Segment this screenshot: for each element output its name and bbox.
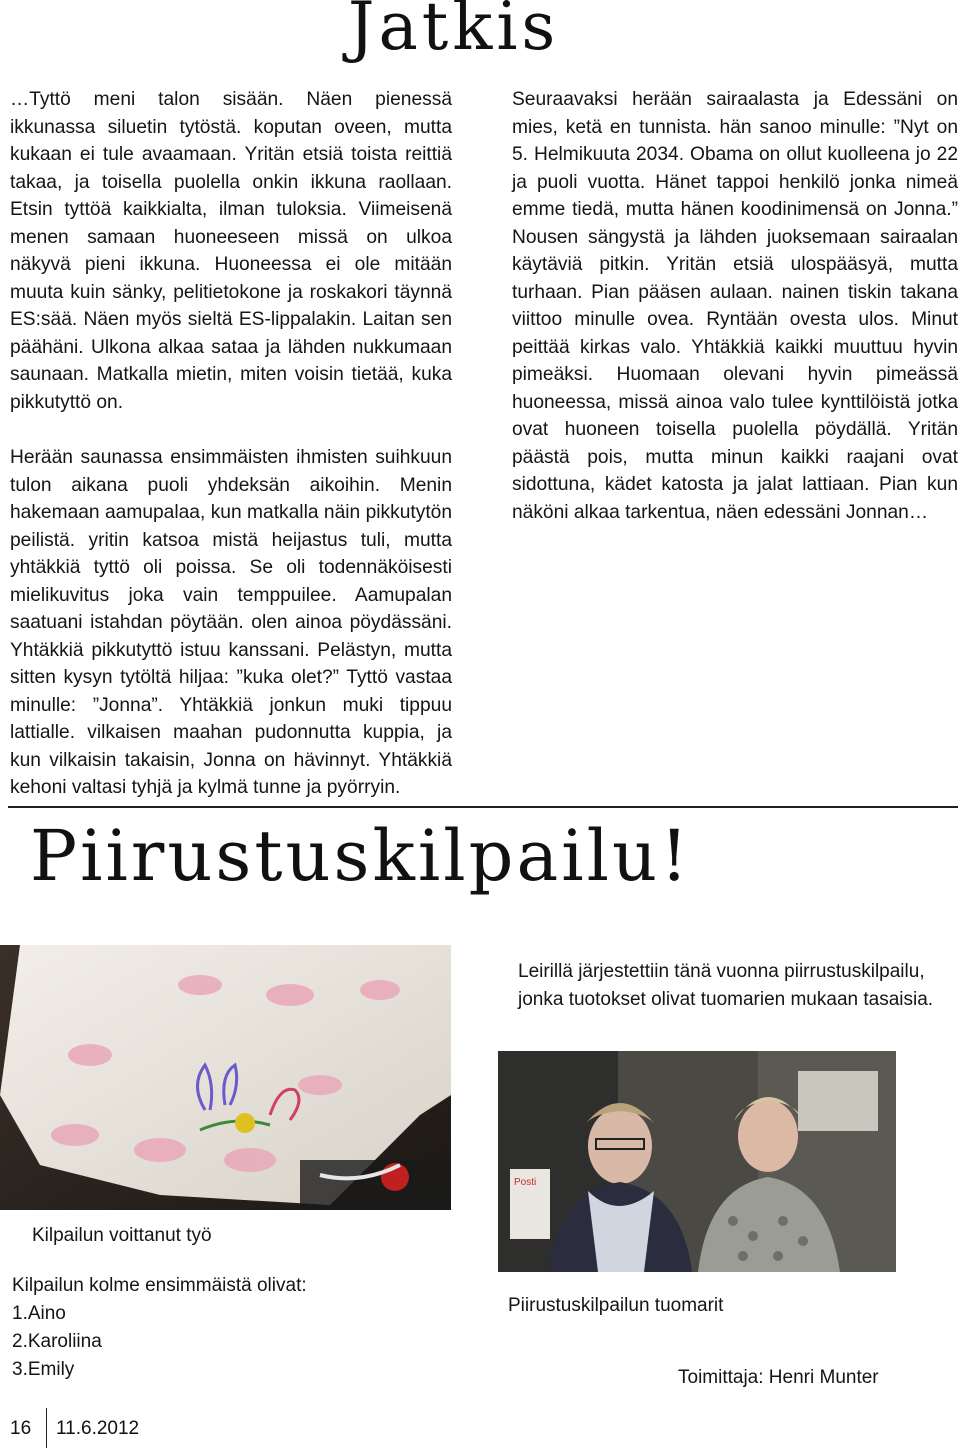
issue-date: 11.6.2012 — [56, 1418, 140, 1439]
judges-photo — [498, 1051, 896, 1272]
winner-item: 2.Karoliina — [12, 1331, 102, 1352]
story-paragraph: Herään saunassa ensimmäisten ihmisten suihkuun tulon aikana puoli yhdeksän aikoihin. Menin hakemaan aamupalaa, kun matkalla näin pikkutytön peilistä. yritin katsoa mistä heijastus tuli, mutta yhtäkkiä tyttö oli poissa. Se oli todennäköisesti mielikuvitus joka vain temppuilee. Aamupalan saatuani istahdan pöytään. olen ainoa pöydässäni. Yhtäkkiä pikkutyttö istuu kanssani. Pelästyn, mutta sitten kysyn tytöltä hiljaa: ”kuka olet?” Tyttö vastaa minulle: ”Jonna”. Yhtäkkiä jonkun muki tippuu lattialle. vilkaisen maahan pudonnutta kuppia, ja kun vilkaisin takaisin, Jonna on hävinnyt. Yhtäkkiä kehoni valtasi tyhjä ja kylmä tunne ja pyörryin. — [10, 447, 452, 798]
story-paragraph: Seuraavaksi herään sairaalasta ja Edessäni on mies, ketä en tunnista. hän sanoo minulle: ”Nyt on 5. Helmikuuta 2034. Obama on ollut kuolleena jo 22 ja puoli vuotta. Hänet tappoi henkilö jonka nimeä emme tiedä, mutta hänen koodinimensä on Jonna.” Nousen sängystä ja lähden juoksemaan sairaalan käytäviä pitkin. Yritän etsiä ulospääsyä, mutta turhaan. Pian pääsen aulaan. nainen tiskin takana viittoo minulle ovea. Ryntään ovesta ulos. Minut peittää kirkas valo. Yhtäkkiä kaikki muuttuu hyvin pimeäksi. Huomaan olevani hyvin pimeässä huoneessa, missä ainoa valo tulee kynttilöistä jotka ovat huoneen toisella puolella pöydällä. Yritän päästä pois, mutta minun kaikki raajani ovat sidottuna, kädet katosta ja jalat lattiaan. Pian kun näköni alkaa tarkentua, näen edessäni Jonnan… — [512, 89, 958, 523]
competition-title: Piirustuskilpailu! — [30, 815, 692, 897]
photo-sign-text: Posti — [514, 1177, 537, 1188]
section-divider — [8, 806, 958, 808]
winning-drawing-photo — [0, 945, 451, 1210]
judges-photo-image — [498, 1051, 896, 1272]
competition-intro: Leirillä järjestettiin tänä vuonna piirrustuskilpailu, jonka tuotokset olivat tuomarien mukaan tasaisia. — [518, 961, 934, 1010]
winners-list — [12, 1272, 307, 1384]
winner-item: 3.Emily — [12, 1359, 75, 1380]
winner-item: 1.Aino — [12, 1303, 66, 1324]
page-title: Jatkis — [348, 0, 560, 65]
footer-divider — [46, 1408, 47, 1448]
drawing-caption: Kilpailun voittanut työ — [32, 1225, 212, 1246]
story-column-right — [512, 86, 958, 526]
story-column-left — [10, 86, 452, 802]
judges-caption: Piirustuskilpailun tuomarit — [508, 1295, 724, 1316]
editor-credit: Toimittaja: Henri Munter — [678, 1367, 879, 1388]
story-paragraph: …Tyttö meni talon sisään. Näen pienessä ikkunassa siluetin tytöstä. koputan oveen, mutta kukaan ei tule avaamaan. Yritän etsiä toista reittiä takaa, ja toisella puolella onkin ikkuna raollaan. Etsin tyttöä kaikkialta, ilman tuloksia. Viimeisenä menen samaan huoneeseen missä on ulkoa näkyvä pieni ikkuna. Huoneessa ei ole mitään muuta kuin sänky, pelitietokone ja roskakori täynnä ES:sää. Näen myös sieltä ES-lippalakin. Laitan sen päähäni. Ulkona alkaa sataa ja lähden nukkumaan saunaan. Matkalla mietin, miten voisin tietää, kuka pikkutyttö on. — [10, 89, 452, 413]
page-number: 16 — [10, 1418, 32, 1439]
drawing-photo-image — [0, 945, 451, 1210]
winners-heading: Kilpailun kolme ensimmäistä olivat: — [12, 1275, 307, 1296]
